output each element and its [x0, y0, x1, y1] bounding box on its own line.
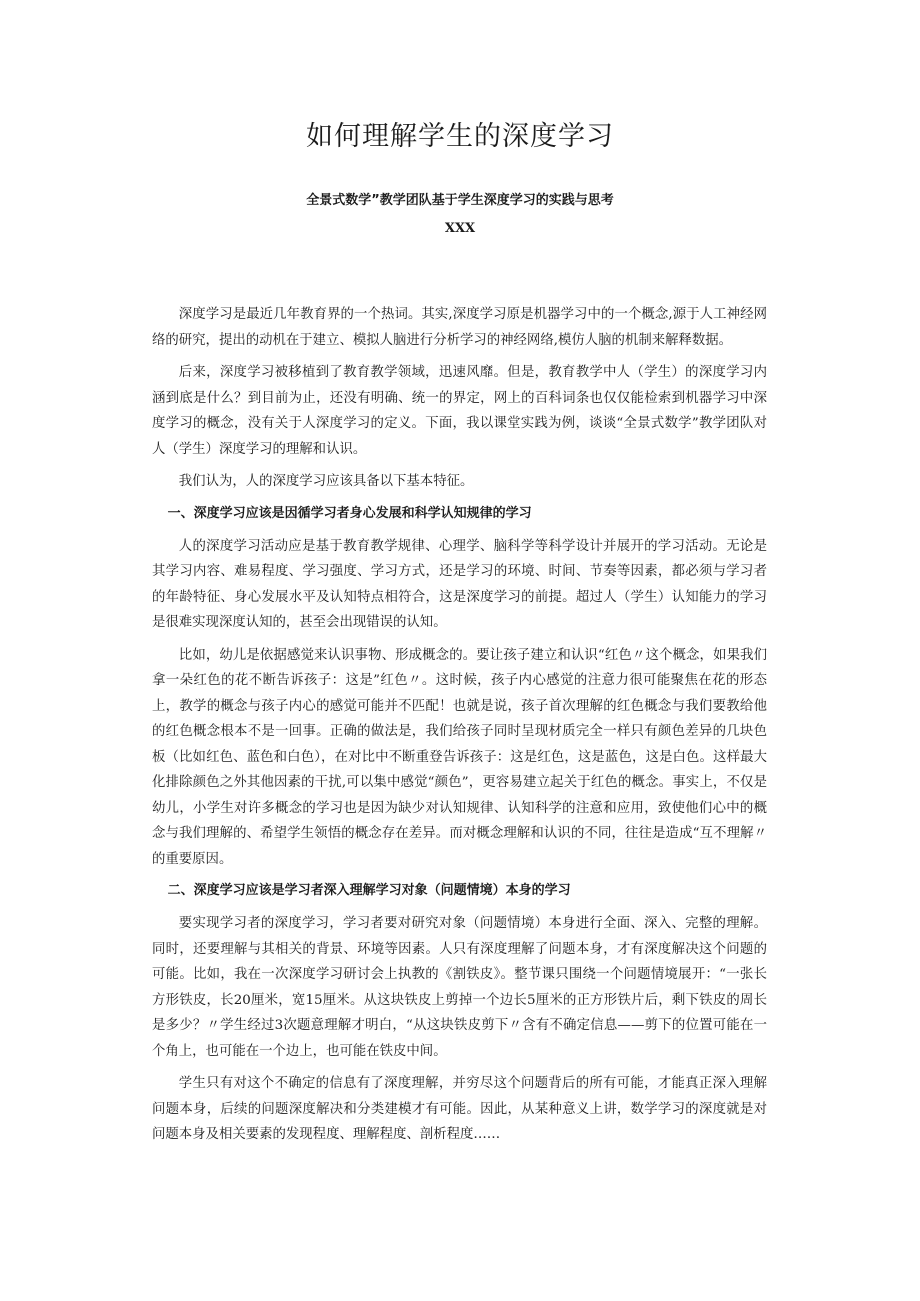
paragraph-section2-a: 要实现学习者的深度学习，学习者要对研究对象（问题情境）本身进行全面、深入、完整的理解。同时，还要理解与其相关的背景、环境等因素。人只有深度理解了问题本身，才有深度解决这个问题的可能。比如，我在一次深度学习研讨会上执教的《割铁皮》。整节课只围绕一个问题情境展开：“一张长方形铁皮，长20厘米，宽15厘米。从这块铁皮上剪掉一个边长5厘米的正方形铁片后，剩下铁皮的周长是多少？〃学生经过3次题意理解才明白，“从这块铁皮剪下〃含有不确定信息——剪下的位置可能在一个角上，也可能在一个边上，也可能在铁皮中间。 — [152, 916, 767, 1059]
paragraph-features-lead: 我们认为，人的深度学习应该具备以下基本特征。 — [178, 474, 474, 489]
document-subtitle: 全景式数学”教学团队基于学生深度学习的实践与思考 — [306, 193, 614, 208]
paragraph-background: 后来，深度学习被移植到了教育教学领域，迅速风靡。但是，教育教学中人（学生）的深度学习内涵到底是什么？到目前为止，还没有明确、统一的界定，网上的百科词条也仅仅能检索到机器学习中深度学习的概念，没有关于人深度学习的定义。下面，我以课堂实践为例，谈谈“全景式数学”教学团队对人（学生）深度学习的理解和认识。 — [152, 365, 767, 457]
paragraph-section1-b: 比如，幼儿是依据感觉来认识事物、形成概念的。要让孩子建立和认识“红色〃这个概念，如果我们拿一朵红色的花不断告诉孩子：这是”红色〃。这时候，孩子内心感觉的注意力很可能聚焦在花的形态上，教学的概念与孩子内心的感觉可能并不匹配！也就是说，孩子首次理解的红色概念与我们要教给他的红色概念根本不是一回事。正确的做法是，我们给孩子同时呈现材质完全一样只有颜色差异的几块色板（比如红色、蓝色和白色），在对比中不断重登告诉孩子：这是红色，这是蓝色，这是白色。这样最大化排除颜色之外其他因素的干扰,可以集中感觉“颜色”，更容易建立起关于红色的概念。事实上，不仅是幼儿，小学生对许多概念的学习也是因为缺少对认知规律、认知科学的注意和应用，致使他们心中的概念与我们理解的、希望学生领悟的概念存在差异。而对概念理解和认识的不同，往往是造成“互不理解〃的重要原因。 — [152, 647, 767, 867]
paragraph-intro: 深度学习是最近几年教育界的一个热词。其实,深度学习原是机器学习中的一个概念,源于人工神经网络的研究，提出的动机在于建立、模拟人脑进行分析学习的神经网络,模仿人脑的机制来解释数据。 — [152, 307, 767, 348]
document-author: XXX — [444, 221, 476, 236]
section-heading-1: 一、深度学习应该是因循学习者身心发展和科学认知规律的学习 — [167, 505, 532, 521]
section-heading-2: 二、深度学习应该是学习者深入理解学习对象（问题情境）本身的学习 — [167, 883, 571, 898]
document-body — [152, 302, 767, 1155]
paragraph-section1-a: 人的深度学习活动应是基于教育教学规律、心理学、脑科学等科学设计并展开的学习活动。无论是其学习内容、难易程度、学习强度、学习方式，还是学习的环境、时间、节奏等因素，都必须与学习者的年龄特征、身心发展水平及认知特点相符合，这是深度学习的前提。超过人（学生）认知能力的学习是很难实现深度认知的，甚至会出现错误的认知。 — [152, 538, 767, 630]
paragraph-section2-b: 学生只有对这个不确定的信息有了深度理解，并穷尽这个问题背后的所有可能，才能真正深入理解问题本身，后续的问题深度解决和分类建模才有可能。因此，从某种意义上讲，数学学习的深度就是对问题本身及相关要素的发现程度、理解程度、剖析程度…… — [152, 1076, 767, 1142]
document-title: 如何理解学生的深度学习 — [306, 121, 614, 152]
